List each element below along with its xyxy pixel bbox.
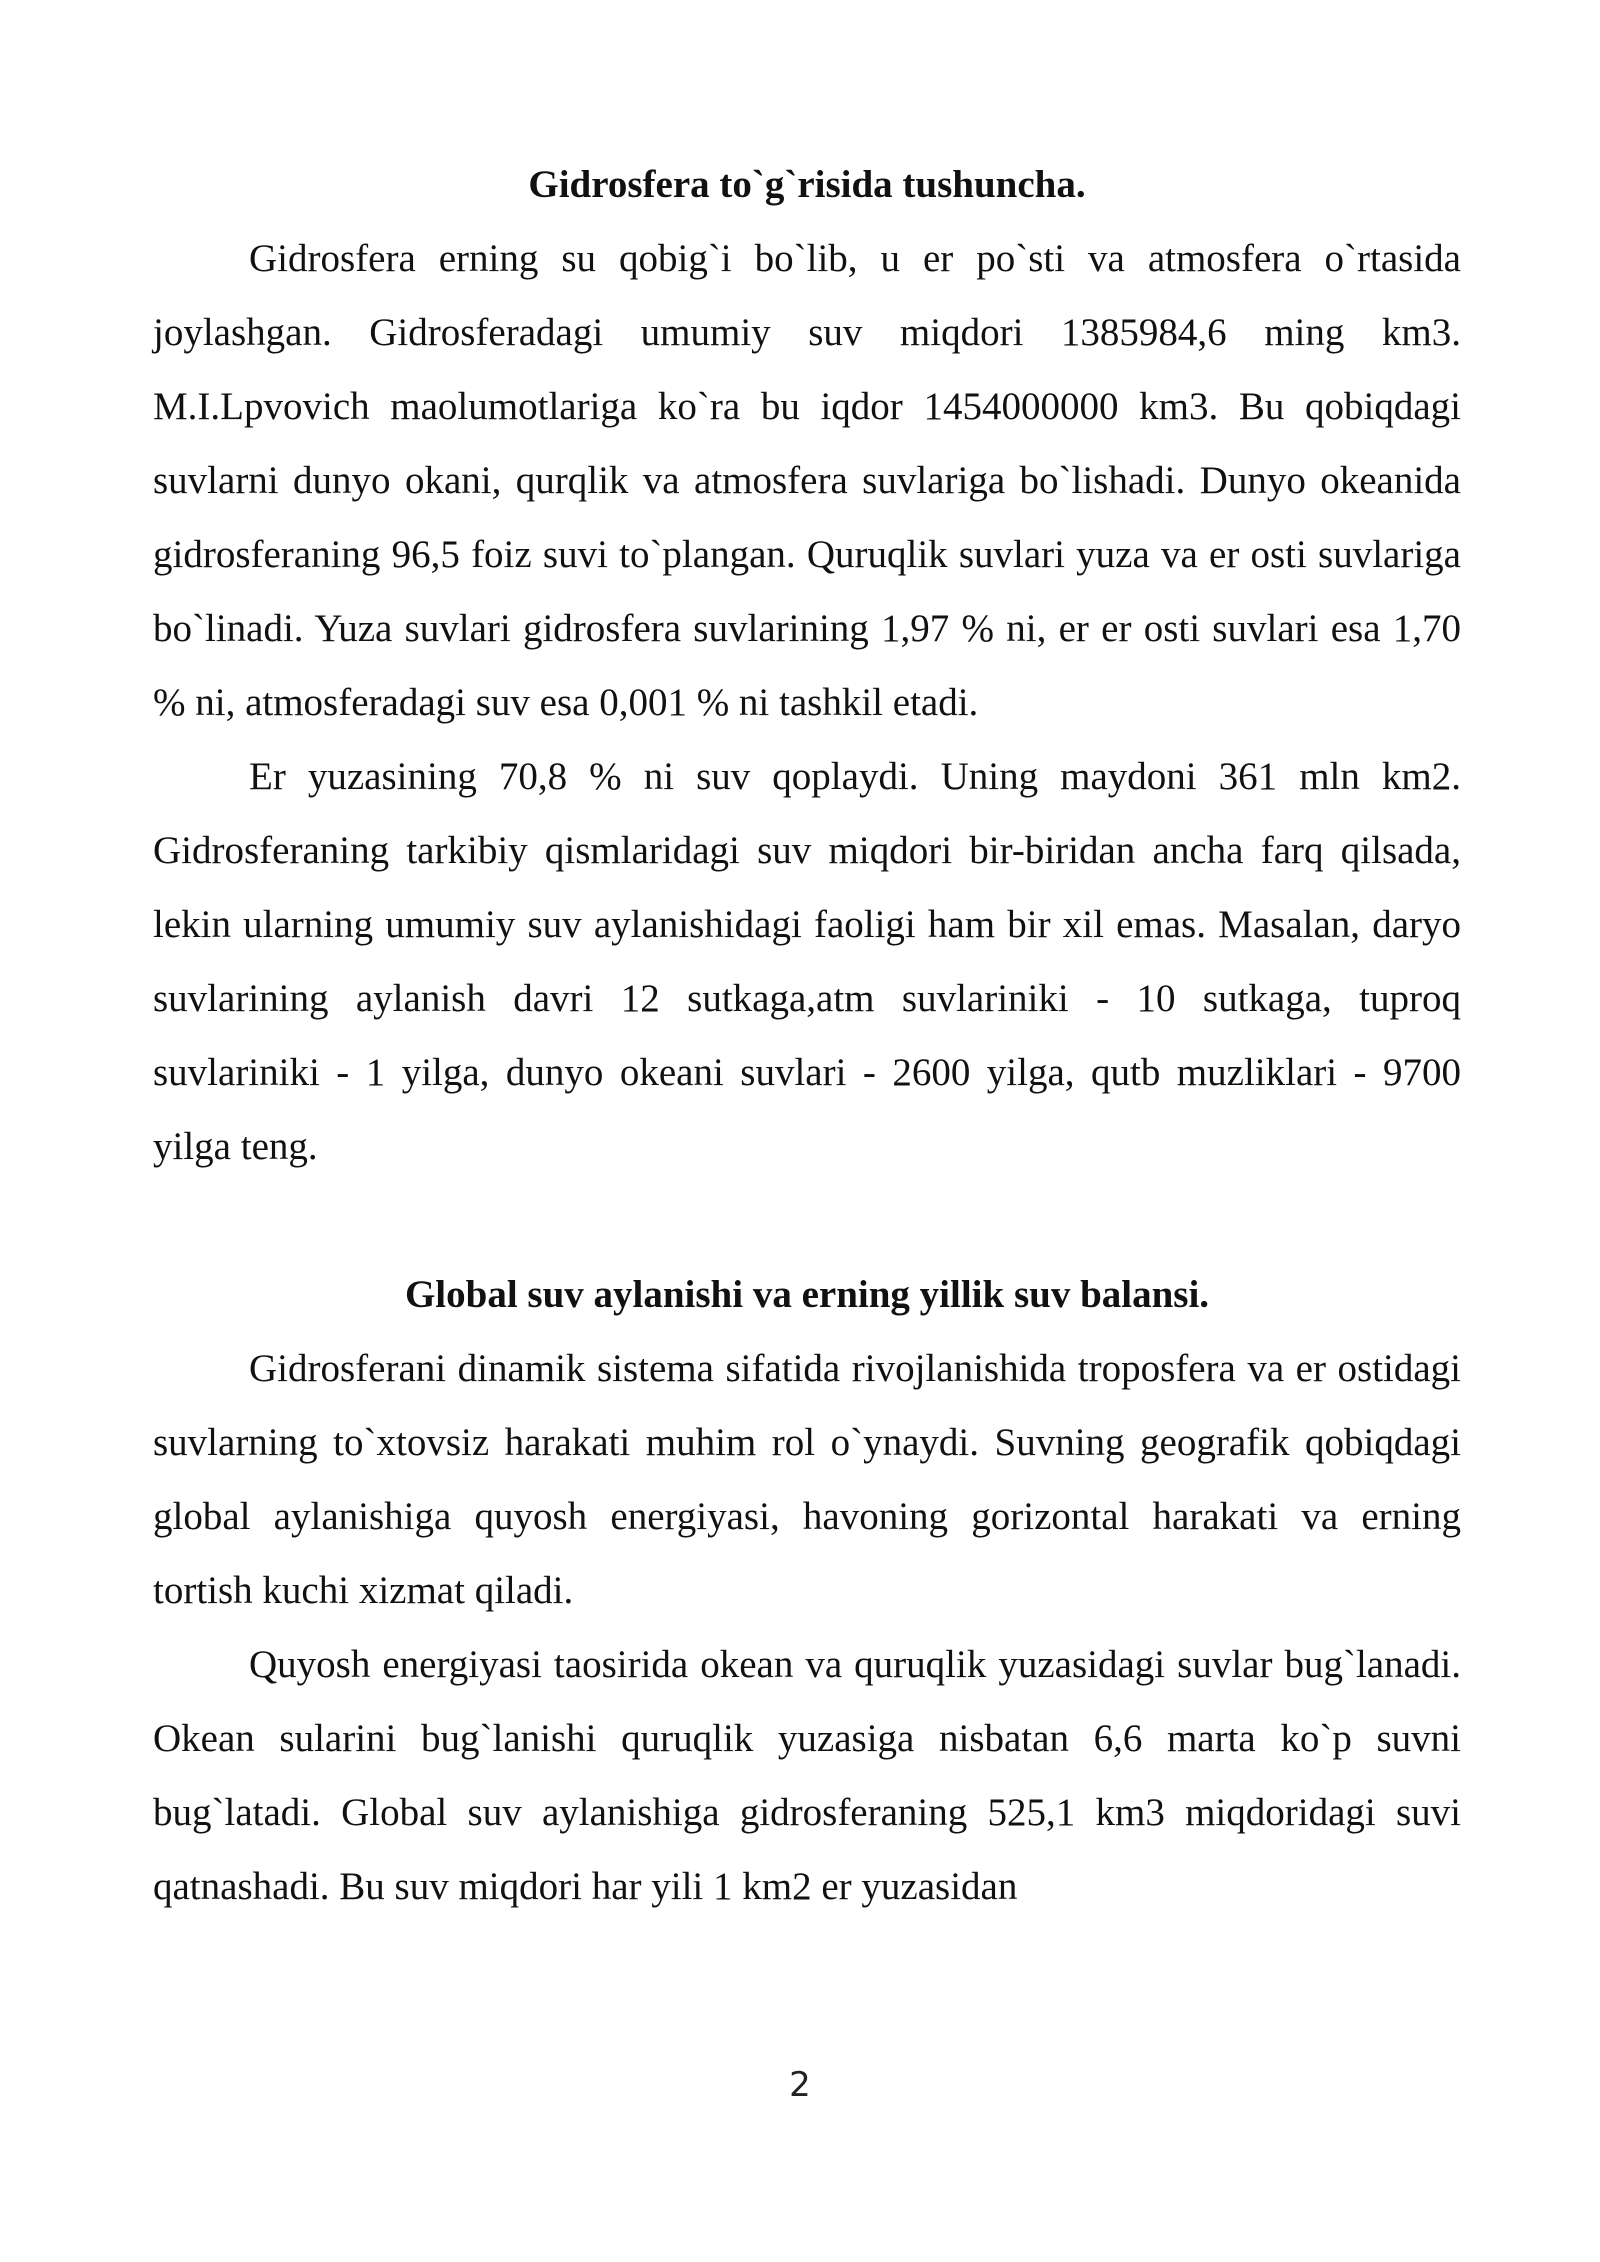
paragraph-earth-water-cover: Er yuzasining 70,8 % ni suv qoplaydi. Uning maydoni 361 mln km2. Gidrosferaning tarkibiy qismlaridagi suv miqdori bir-biridan ancha farq qilsada, lekin ularning umumiy suv aylanishidagi faoligi ham bir xil emas. Masalan, daryo suvlarining aylanish davri 12 sutkaga,atm suvlariniki - 10 sutkaga, tuproq suvlariniki - 1 yilga, dunyo okeani suvlari - 2600 yilga, qutb muzliklari - 9700 yilga teng. — [153, 755, 1461, 1168]
section-spacer — [153, 1184, 1461, 1258]
paragraph-solar-evaporation: Quyosh energiyasi taosirida okean va quruqlik yuzasidagi suvlar bug`lanadi. Okean sularini bug`lanishi quruqlik yuzasiga nisbatan 6,6 marta ko`p suvni bug`latadi. Global suv aylanishiga gidrosferaning 525,1 km3 miqdoridagi suvi qatnashadi. Bu suv miqdori har yili 1 km2 er yuzasidan — [153, 1643, 1461, 1908]
page-number: 2 — [789, 2065, 811, 2105]
section-heading-global-water-cycle: Global suv aylanishi va erning yillik suv balansi. — [404, 1273, 1210, 1316]
page-body — [153, 148, 1461, 1924]
paragraph-dynamic-system: Gidrosferani dinamik sistema sifatida rivojlanishida troposfera va er ostidagi suvlarning to`xtovsiz harakati muhim rol o`ynaydi. Suvning geografik qobiqdagi global aylanishiga quyosh energiyasi, havoning gorizontal harakati va erning tortish kuchi xizmat qiladi. — [153, 1347, 1461, 1612]
paragraph-hydrosphere-intro: Gidrosfera erning su qobig`i bo`lib, u er po`sti va atmosfera o`rtasida joylashgan. Gidrosferadagi umumiy suv miqdori 1385984,6 ming km3. M.I.Lpvovich maolumotlariga ko`ra bu iqdor 1454000000 km3. Bu qobiqdagi suvlarni dunyo okani, qurqlik va atmosfera suvlariga bo`lishadi. Dunyo okeanida gidrosferaning 96,5 foiz suvi to`plangan. Quruqlik suvlari yuza va er osti suvlariga bo`linadi. Yuza suvlari gidrosfera suvlarining 1,97 % ni, er er osti suvlari esa 1,70 % ni, atmosferadagi suv esa 0,001 % ni tashkil etadi. — [153, 237, 1461, 724]
section-heading-hydrosphere: Gidrosfera to`g`risida tushuncha. — [528, 163, 1086, 206]
